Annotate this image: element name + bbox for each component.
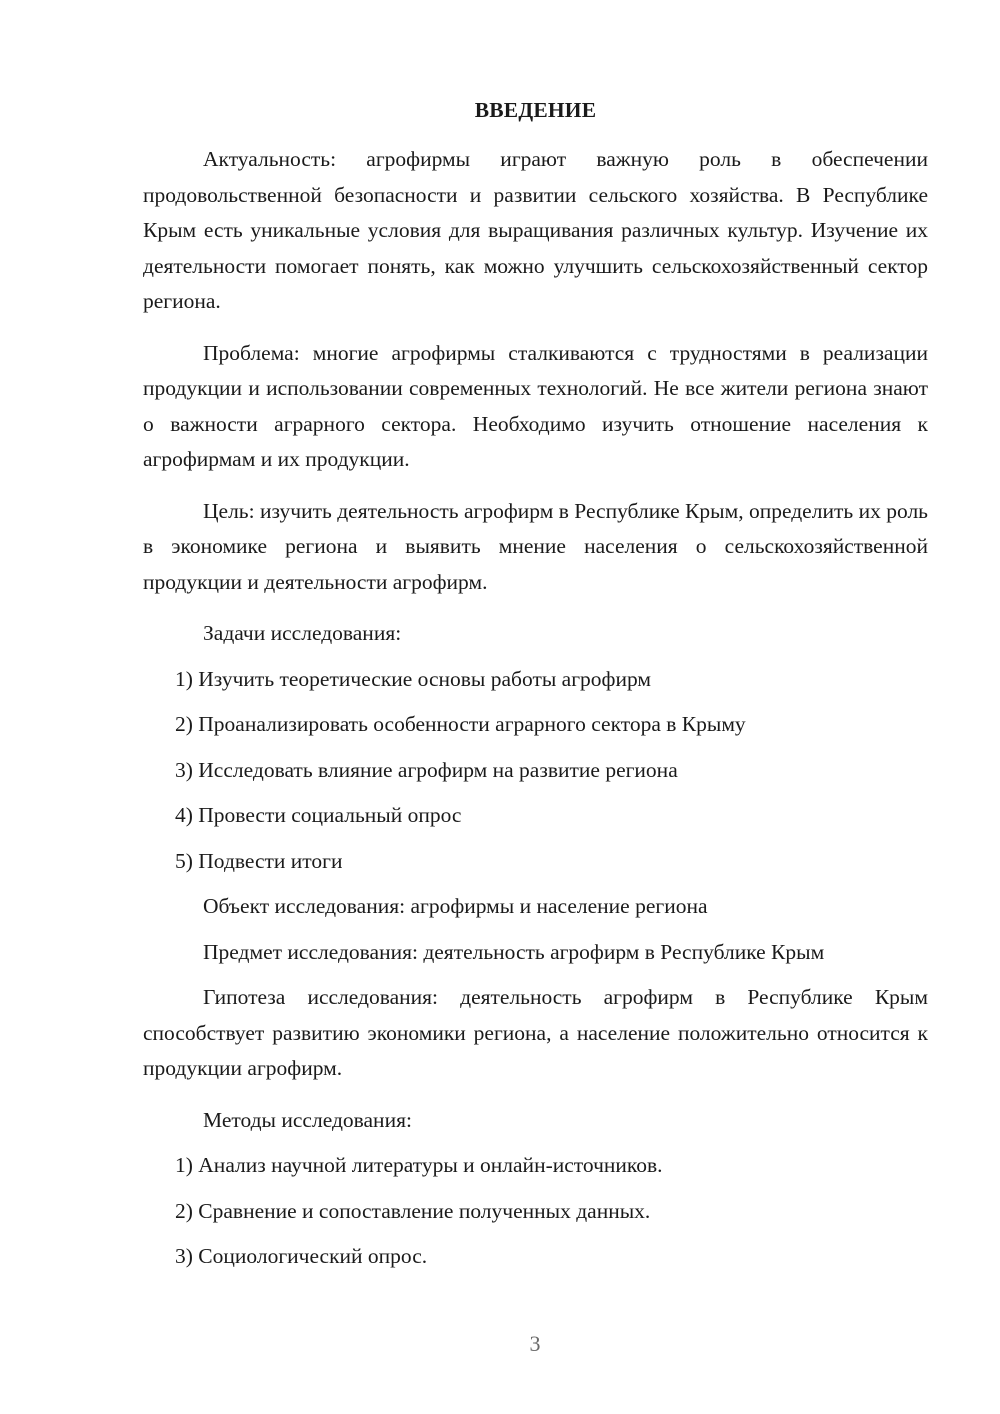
goal-paragraph: Цель: изучить деятельность агрофирм в Республике Крым, определить их роль в экономике региона и выявить мнение населения о сельскохозяйственной продукции и деятельности агрофирм.	[143, 498, 928, 594]
hypothesis-paragraph: Гипотеза исследования: деятельность агрофирм в Республике Крым способствует развитию экономики региона, а население положительно относится к продукции агрофирм.	[143, 985, 928, 1080]
relevance-paragraph: Актуальность: агрофирмы играют важную роль в обеспечении продовольственной безопасности и развитии сельского хозяйства. В Республике Крым есть уникальные условия для выращивания различных культур. Изучение их деятельности помогает понять, как можно улучшить сельскохозяйственный сектор региона.	[143, 147, 928, 313]
section-title: ВВЕДЕНИЕ	[474, 98, 597, 122]
subject-line: Предмет исследования: деятельность агрофирм в Республике Крым	[203, 939, 825, 964]
method-item: 2) Сравнение и сопоставление полученных данных.	[175, 1198, 651, 1223]
tasks-heading: Задачи исследования:	[203, 621, 402, 645]
tasks-list	[143, 662, 928, 880]
problem-paragraph: Проблема: многие агрофирмы сталкиваются с трудностями в реализации продукции и использовании современных технологий. Не все жители региона знают о важности аграрного сектора. Необходимо изучить отношение населения к агрофирмам и их продукции.	[143, 340, 928, 471]
method-item: 3) Социологический опрос.	[175, 1244, 428, 1268]
task-item: 5) Подвести итоги	[175, 848, 343, 873]
task-item: 2) Проанализировать особенности аграрного сектора в Крыму	[175, 712, 746, 736]
methods-heading: Методы исследования:	[203, 1107, 412, 1132]
method-item: 1) Анализ научной литературы и онлайн-источников.	[175, 1153, 663, 1177]
object-line: Объект исследования: агрофирмы и население региона	[203, 894, 708, 918]
task-item: 3) Исследовать влияние агрофирм на развитие региона	[175, 757, 678, 782]
page-number: 3	[529, 1331, 541, 1356]
task-item: 1) Изучить теоретические основы работы агрофирм	[175, 666, 651, 691]
task-item: 4) Провести социальный опрос	[175, 803, 462, 827]
page-content	[143, 90, 928, 1285]
methods-list	[143, 1148, 928, 1275]
